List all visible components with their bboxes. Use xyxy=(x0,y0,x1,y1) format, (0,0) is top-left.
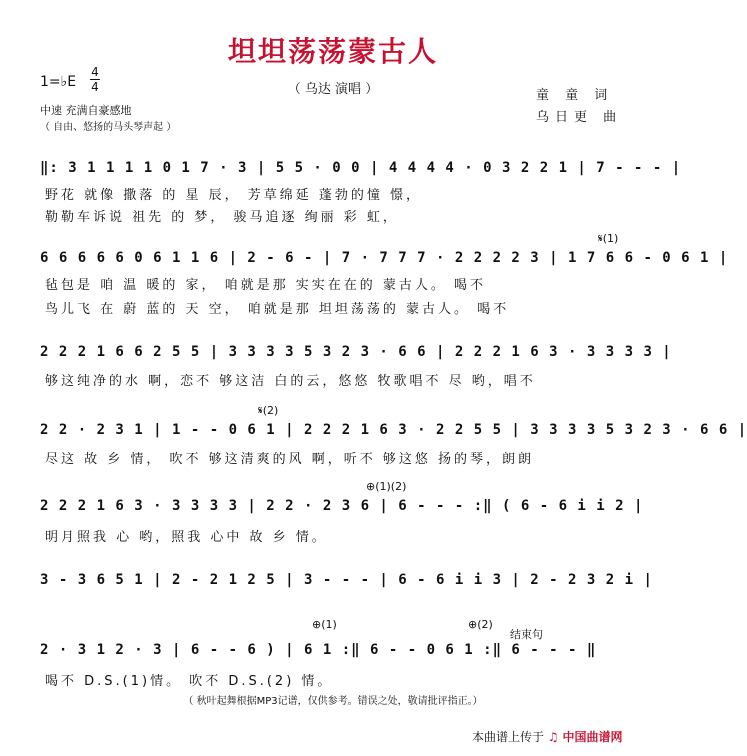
music-note-icon: ♫ xyxy=(547,730,559,744)
notes-row-3: 2 2 2 1 6 6 2 5 5 | 3 3 3 3 5 3 2 3 · 6 6 | 2 2 2 1 6 3 · 3 3 3 3 | xyxy=(40,344,672,360)
lyric-row-1-verse-2: 勒勒车诉说 祖先 的 梦， 骏马追逐 绚丽 彩 虹， xyxy=(45,210,399,225)
lyric-row-5: 明月照我 心 哟，照我 心中 故 乡 情。 xyxy=(45,530,328,545)
song-title: 坦坦荡荡蒙古人 xyxy=(227,35,438,68)
notes-row-2: 6 6 6 6 6 0 6 1 1 6 | 2 - 6 - | 7 · 7 7 7 · 2 2 2 2 3 | 1 7 6 6 - 0 6 1 | xyxy=(40,250,729,266)
coda-2-mark: ⊕(2) xyxy=(468,618,493,631)
coda-1-2-mark: ⊕(1)(2) xyxy=(366,480,407,493)
lyric-row-3: 够这纯净的水 啊，恋不 够这洁 白的云，悠悠 牧歌唱不 尽 哟，唱不 xyxy=(45,374,536,389)
lyricist: 童 童 词 xyxy=(536,88,614,103)
coda-1-mark: ⊕(1) xyxy=(312,618,337,631)
notes-row-5: 2 2 2 1 6 3 · 3 3 3 3 | 2 2 · 2 3 6 | 6 - - - :‖ ( 6 - 6 i i 2 | xyxy=(40,498,644,514)
performer: （ 乌达 演唱 ） xyxy=(287,82,379,97)
lyric-row-2-verse-1: 毡包是 咱 温 暖的 家， 咱就是那 实实在在的 蒙古人。 喝不 xyxy=(45,278,487,293)
lyric-row-7: 喝不 D.S.(1)情。 吹不 D.S.(2) 情。 xyxy=(45,674,334,689)
source-prefix: 本曲谱上传于 xyxy=(472,730,545,744)
transcription-note: （ 秋叶起舞根据MP3记谱，仅供参考。错误之处，敬请批评指正。） xyxy=(183,696,483,707)
meter-top: 4 xyxy=(91,65,99,79)
segno-2-mark: 𝄋(2) xyxy=(258,404,279,417)
source-credit xyxy=(472,728,622,745)
key-signature: 1=♭E xyxy=(40,74,77,90)
composer: 乌日更 曲 xyxy=(536,110,623,125)
notes-row-6: 3 - 3 6 5 1 | 2 - 2 1 2 5 | 3 - - - | 6 - 6 i i 3 | 2 - 2 3 2 i | xyxy=(40,572,653,588)
notes-row-7: 2 · 3 1 2 · 3 | 6 - - 6 ) | 6 1 :‖ 6 - - 0 6 1 :‖ 6 - - - ‖ xyxy=(40,642,597,658)
time-signature xyxy=(90,66,100,93)
notes-row-1: ‖: 3 1 1 1 1 0 1 7 · 3 | 5 5 · 0 0 | 4 4 4 4 · 0 3 2 2 1 | 7 - - - | xyxy=(40,160,682,176)
lyric-row-2-verse-2: 鸟儿飞 在 蔚 蓝的 天 空， 咱就是那 坦坦荡荡的 蒙古人。 喝不 xyxy=(45,302,510,317)
source-brand: 中国曲谱网 xyxy=(562,730,623,744)
lyric-row-1-verse-1: 野花 就像 撒落 的 星 辰， 芳草绵延 蓬勃的憧 憬， xyxy=(45,188,423,203)
ending-label: 结束句 xyxy=(510,628,543,641)
meter-bottom: 4 xyxy=(91,80,99,94)
lyric-row-4: 尽这 故 乡 情， 吹不 够这清爽的风 啊，听不 够这悠 扬的琴，朗朗 xyxy=(45,452,535,467)
segno-1-mark: 𝄋(1) xyxy=(598,232,619,245)
performance-note: （ 自由、悠扬的马头琴声起 ） xyxy=(40,122,177,133)
tempo-marking: 中速 充满自豪感地 xyxy=(40,104,132,117)
notes-row-4: 2 2 · 2 3 1 | 1 - - 0 6 1 | 2 2 2 1 6 3 · 2 2 5 5 | 3 3 3 3 5 3 2 3 · 6 6 | xyxy=(40,422,747,438)
